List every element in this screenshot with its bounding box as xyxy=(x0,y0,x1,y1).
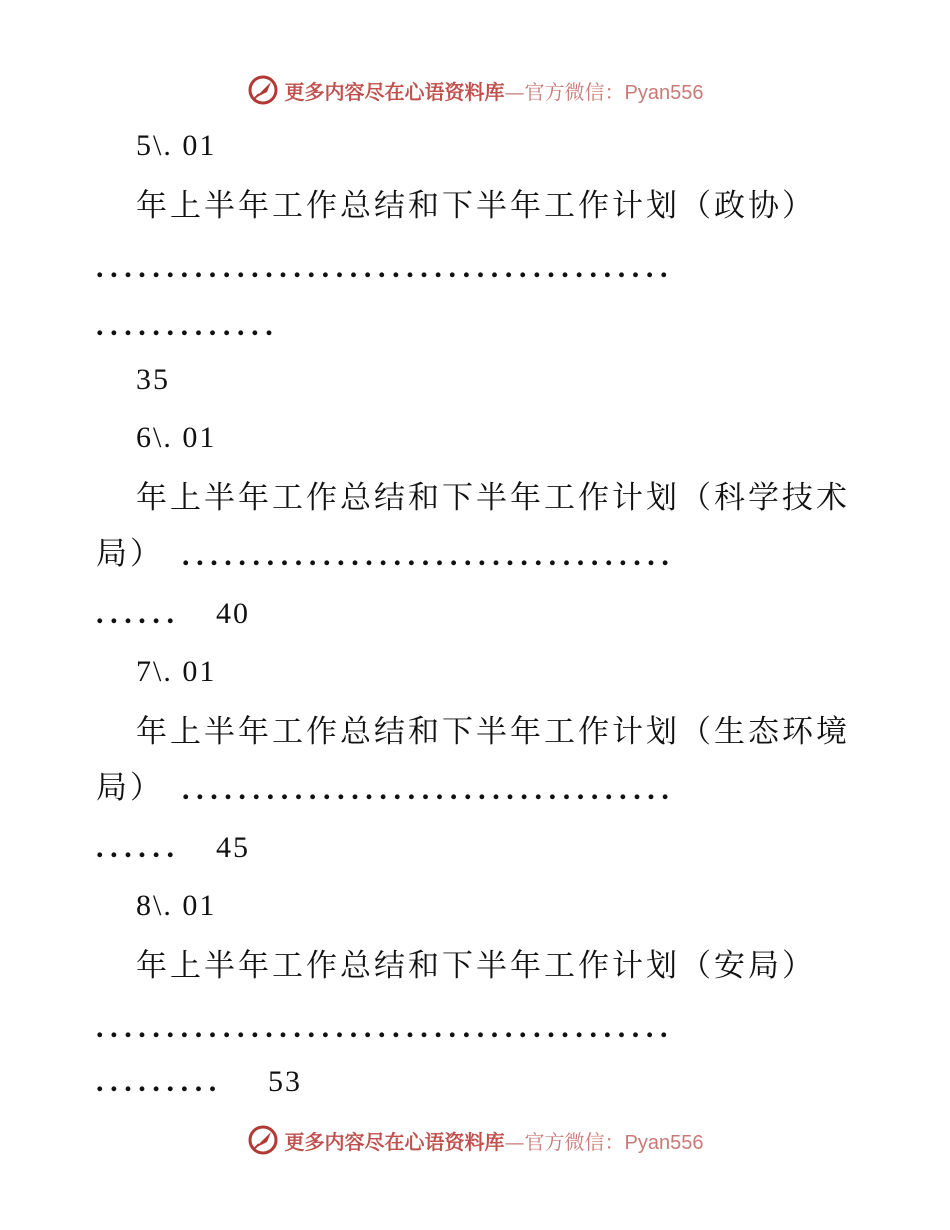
toc-entry-title: 年上半年工作总结和下半年工作计划（政协） xyxy=(136,188,816,224)
quill-logo-icon xyxy=(247,1124,279,1156)
toc-leader-dots: ......................................... xyxy=(96,1011,675,1044)
toc-page-number: 35 xyxy=(136,363,170,396)
toc-entry-title: 年上半年工作总结和下半年工作计划（科学技术 xyxy=(136,480,850,516)
toc-leader-dots: ............. xyxy=(96,309,280,342)
toc-leader-dots: ...... xyxy=(96,831,181,864)
banner-main-text: 更多内容尽在心语资料库 xyxy=(284,1129,505,1154)
toc-entry-title: 年上半年工作总结和下半年工作计划（生态环境 xyxy=(136,714,850,750)
quill-logo-icon xyxy=(247,74,279,106)
banner-text xyxy=(285,76,704,105)
toc-leader-dots: ................................... xyxy=(182,773,676,806)
banner-wechat-id: Pyan556 xyxy=(624,81,704,104)
toc-entry-number: 7\. 01 xyxy=(136,655,217,688)
toc-page-number: 40 xyxy=(216,597,250,630)
toc-entry-title: 年上半年工作总结和下半年工作计划（安局） xyxy=(136,948,816,984)
banner-dash: — xyxy=(504,79,525,104)
toc-leader-dots: ......... xyxy=(96,1065,223,1098)
toc-page-number: 45 xyxy=(216,831,250,864)
banner-wechat-label: 官方微信： xyxy=(524,1129,625,1154)
toc-entry-number: 6\. 01 xyxy=(136,421,217,454)
banner-wechat-id: Pyan556 xyxy=(624,1131,704,1154)
toc-leader-dots: ......................................... xyxy=(96,251,675,284)
header-banner xyxy=(0,70,950,110)
banner-text xyxy=(285,1126,704,1155)
toc-entry-title-cont: 局） xyxy=(96,770,164,806)
toc-leader-dots: ...... xyxy=(96,597,181,630)
toc-leader-dots: ................................... xyxy=(182,539,676,572)
banner-dash: — xyxy=(504,1129,525,1154)
toc-entry-number: 5\. 01 xyxy=(136,129,217,162)
toc-page-number: 53 xyxy=(268,1065,302,1098)
footer-banner xyxy=(0,1120,950,1160)
banner-wechat-label: 官方微信： xyxy=(524,79,625,104)
banner-main-text: 更多内容尽在心语资料库 xyxy=(284,79,505,104)
toc-entry-number: 8\. 01 xyxy=(136,889,217,922)
toc-entry-title-cont: 局） xyxy=(96,536,164,572)
